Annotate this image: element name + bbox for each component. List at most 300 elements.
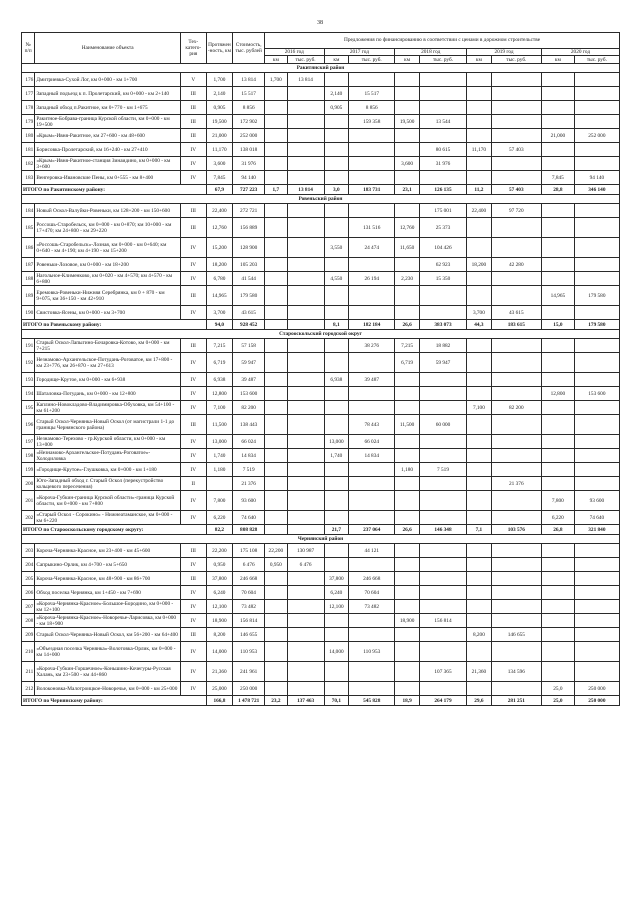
year-km (541, 353, 574, 373)
row-number: 204 (22, 558, 35, 572)
year-rub: 74 640 (574, 511, 619, 525)
year-km (265, 87, 288, 101)
object-name: Россошь-Старобельск, км 0+000 - км 0+870; км 10+000 - км 17+470; км 24+800 - км 29+220 (35, 218, 181, 238)
year-rub (574, 143, 619, 157)
object-name: Нагольное-Клименково, км 0+020 - км 4+570; км 4+570 - км 6+800 (35, 272, 181, 286)
year-rub: 13 544 (419, 115, 466, 129)
year-rub (491, 373, 541, 387)
year-km (467, 339, 492, 353)
object-name: «Короча-Чернянка-Красное»-Большое-Бородино, км 0+000 - км 12+100 (35, 600, 181, 614)
year-rub (574, 558, 619, 572)
header-rub: тыс. руб. (287, 56, 324, 64)
year-km (324, 491, 349, 511)
total-year-rub: 146 348 (419, 525, 466, 535)
year-rub (574, 73, 619, 87)
year-km (324, 204, 349, 218)
row-number: 177 (22, 87, 35, 101)
year-km (265, 129, 288, 143)
year-rub (349, 463, 395, 477)
year-rub (349, 477, 395, 491)
length-km: 1,180 (206, 463, 233, 477)
category: IV (180, 491, 206, 511)
year-km (265, 449, 288, 463)
cost-value: 21 376 (233, 477, 265, 491)
header-year: 2019 год (467, 49, 542, 56)
year-rub (349, 306, 395, 320)
year-rub (574, 628, 619, 642)
header-cost: Стоимость, тыс. рублей (233, 33, 265, 64)
year-km (541, 642, 574, 662)
year-km (324, 129, 349, 143)
object-name: «Крым»-Ивня-Ракитное, км 27+600 - км 48+600 (35, 129, 181, 143)
total-year-rub: 13 814 (287, 185, 324, 195)
year-km: 7,215 (395, 339, 420, 353)
object-name: Старый Оскол-Чернянка-Новый Оскол (от магистрали 1-1 до границы Чернянского района) (35, 415, 181, 435)
year-km: 3,550 (324, 238, 349, 258)
section-title: Ракитянский район (22, 64, 620, 73)
row-number: 196 (22, 415, 35, 435)
year-rub: 13 814 (287, 73, 324, 87)
year-rub: 60 000 (419, 415, 466, 435)
year-km (541, 600, 574, 614)
table-row (22, 491, 620, 511)
financing-table (21, 32, 620, 706)
year-rub (574, 572, 619, 586)
year-km (265, 306, 288, 320)
year-km (324, 558, 349, 572)
category: IV (180, 435, 206, 449)
row-number: 194 (22, 387, 35, 401)
year-rub (419, 171, 466, 185)
year-rub: 175 001 (419, 204, 466, 218)
year-rub (574, 87, 619, 101)
year-km (541, 87, 574, 101)
year-km (541, 204, 574, 218)
length-km: 25,000 (206, 682, 233, 696)
length-km: 6,780 (206, 272, 233, 286)
year-rub: 15 350 (419, 272, 466, 286)
year-rub: 146 655 (491, 628, 541, 642)
year-rub (287, 642, 324, 662)
year-rub (287, 115, 324, 129)
year-rub: 26 194 (349, 272, 395, 286)
total-year-km: 70,1 (324, 696, 349, 706)
header-proposals: Предложения по финансированию в соответствии с ценами в дорожном строительстве (265, 33, 620, 49)
year-rub (287, 477, 324, 491)
length-km: 1,700 (206, 73, 233, 87)
year-km (467, 101, 492, 115)
object-name: Короча-Чернянка-Красное, км 23+400 - км 45+600 (35, 544, 181, 558)
header-rub: тыс. руб. (491, 56, 541, 64)
category: III (180, 129, 206, 143)
table-row (22, 572, 620, 586)
year-rub: 7 519 (419, 463, 466, 477)
year-km (395, 572, 420, 586)
total-year-rub: 179 580 (574, 320, 619, 330)
length-km: 18,200 (206, 258, 233, 272)
category: III (180, 101, 206, 115)
year-km (467, 544, 492, 558)
year-km (324, 511, 349, 525)
header-year: 2020 год (541, 49, 619, 56)
length-km: 0,950 (206, 558, 233, 572)
year-rub (349, 171, 395, 185)
cost-value: 272 721 (233, 204, 265, 218)
year-km (395, 129, 420, 143)
table-header (22, 33, 620, 64)
year-km (467, 491, 492, 511)
row-number: 189 (22, 286, 35, 306)
table-row (22, 115, 620, 129)
length-km: 14,000 (206, 642, 233, 662)
header-no: № п/п (22, 33, 35, 64)
year-rub (287, 258, 324, 272)
year-rub: 15 517 (349, 87, 395, 101)
year-km (541, 572, 574, 586)
year-km (541, 339, 574, 353)
year-rub (349, 628, 395, 642)
length-km: 1,740 (206, 449, 233, 463)
year-rub: 8 856 (349, 101, 395, 115)
cost-value: 74 640 (233, 511, 265, 525)
year-rub (574, 373, 619, 387)
row-number: 195 (22, 401, 35, 415)
total-year-rub: 182 184 (349, 320, 395, 330)
year-km: 0,950 (265, 558, 288, 572)
year-km (541, 586, 574, 600)
year-rub (349, 662, 395, 682)
table-row (22, 286, 620, 306)
object-name: Короча-Чернянка-Красное, км 48+900 - км 86+700 (35, 572, 181, 586)
year-km (467, 171, 492, 185)
year-rub (574, 306, 619, 320)
total-row (22, 320, 620, 330)
year-rub (287, 415, 324, 435)
year-km (467, 73, 492, 87)
year-km (467, 218, 492, 238)
year-rub (574, 115, 619, 129)
year-km (265, 373, 288, 387)
year-km: 1,740 (324, 449, 349, 463)
year-rub: 57 403 (491, 143, 541, 157)
year-rub (491, 642, 541, 662)
category: III (180, 286, 206, 306)
cost-value: 15 517 (233, 87, 265, 101)
year-rub (419, 600, 466, 614)
total-label: ИТОГО по Чернянскому району: (22, 696, 207, 706)
header-km: км (265, 56, 288, 64)
year-km (467, 477, 492, 491)
cost-value: 31 976 (233, 157, 265, 171)
cost-value: 43 615 (233, 306, 265, 320)
year-rub: 38 276 (349, 339, 395, 353)
year-km (541, 115, 574, 129)
year-km (265, 115, 288, 129)
year-km (324, 401, 349, 415)
year-rub (419, 477, 466, 491)
year-km (467, 387, 492, 401)
object-name: Ровеньки-Лозовое, км 0+000 - км 18+200 (35, 258, 181, 272)
year-rub: 80 615 (419, 143, 466, 157)
year-km (265, 415, 288, 435)
header-category: Тех-катего-рия (180, 33, 206, 64)
total-year-km (265, 320, 288, 330)
year-rub (574, 238, 619, 258)
year-rub (287, 373, 324, 387)
year-km (265, 401, 288, 415)
row-number: 206 (22, 586, 35, 600)
year-rub (287, 572, 324, 586)
year-km: 6,220 (541, 511, 574, 525)
year-km: 3,600 (395, 157, 420, 171)
year-rub (491, 558, 541, 572)
header-km: км (541, 56, 574, 64)
year-rub: 6 476 (287, 558, 324, 572)
year-km: 11,650 (395, 238, 420, 258)
year-rub (349, 353, 395, 373)
row-number: 186 (22, 238, 35, 258)
total-cost: 808 828 (233, 525, 265, 535)
year-km (265, 600, 288, 614)
year-rub (419, 449, 466, 463)
cost-value: 241 961 (233, 662, 265, 682)
year-km (541, 101, 574, 115)
length-km: 3,700 (206, 306, 233, 320)
length-km: 15,200 (206, 238, 233, 258)
year-km (324, 353, 349, 373)
total-year-km: 23,1 (395, 185, 420, 195)
year-km (265, 463, 288, 477)
table-row (22, 614, 620, 628)
row-number: 212 (22, 682, 35, 696)
total-year-rub: 250 000 (574, 696, 619, 706)
cost-value: 146 655 (233, 628, 265, 642)
year-km: 21,360 (467, 662, 492, 682)
header-name: Наименование объекта (35, 33, 181, 64)
year-rub (491, 586, 541, 600)
total-year-km: 26,8 (541, 525, 574, 535)
year-km (265, 586, 288, 600)
year-km (324, 218, 349, 238)
year-rub (287, 353, 324, 373)
year-km (467, 272, 492, 286)
year-rub (349, 511, 395, 525)
year-km: 14,965 (541, 286, 574, 306)
year-rub: 153 600 (574, 387, 619, 401)
year-rub: 110 953 (349, 642, 395, 662)
year-rub: 14 834 (349, 449, 395, 463)
length-km: 21,000 (206, 129, 233, 143)
year-rub (287, 435, 324, 449)
year-km (541, 463, 574, 477)
year-km (265, 143, 288, 157)
year-rub (349, 682, 395, 696)
year-km (541, 401, 574, 415)
year-rub: 44 121 (349, 544, 395, 558)
table-row (22, 272, 620, 286)
year-km: 3,700 (467, 306, 492, 320)
length-km: 0,905 (206, 101, 233, 115)
year-km (467, 87, 492, 101)
year-km: 7,800 (541, 491, 574, 511)
category: III (180, 415, 206, 435)
year-km: 14,000 (324, 642, 349, 662)
year-rub (287, 306, 324, 320)
year-km: 1,700 (265, 73, 288, 87)
year-rub: 43 615 (491, 306, 541, 320)
cost-value: 82 200 (233, 401, 265, 415)
year-rub (491, 87, 541, 101)
category: IV (180, 238, 206, 258)
year-km (395, 204, 420, 218)
year-km (324, 662, 349, 682)
category: IV (180, 387, 206, 401)
category: IV (180, 272, 206, 286)
year-rub: 82 200 (491, 401, 541, 415)
total-length: 94,0 (206, 320, 233, 330)
year-km (324, 477, 349, 491)
year-rub (419, 73, 466, 87)
table-row (22, 682, 620, 696)
header-km: км (395, 56, 420, 64)
cost-value: 128 900 (233, 238, 265, 258)
year-rub (574, 339, 619, 353)
total-label: ИТОГО по Старооскольскому городскому округу: (22, 525, 207, 535)
total-year-km: 23,2 (265, 696, 288, 706)
row-number: 185 (22, 218, 35, 238)
year-km (395, 73, 420, 87)
table-row (22, 558, 620, 572)
category: IV (180, 258, 206, 272)
row-number: 210 (22, 642, 35, 662)
year-rub (491, 171, 541, 185)
category: III (180, 628, 206, 642)
table-row (22, 387, 620, 401)
year-km: 12,760 (395, 218, 420, 238)
year-km: 11,170 (467, 143, 492, 157)
year-km (541, 558, 574, 572)
year-km (265, 572, 288, 586)
header-rub: тыс. руб. (419, 56, 466, 64)
table-row (22, 353, 620, 373)
year-km (265, 157, 288, 171)
year-rub (419, 401, 466, 415)
row-number: 208 (22, 614, 35, 628)
length-km: 3,600 (206, 157, 233, 171)
year-rub (574, 662, 619, 682)
total-year-km: 28,8 (541, 185, 574, 195)
category: IV (180, 600, 206, 614)
year-km (541, 238, 574, 258)
year-rub (491, 682, 541, 696)
year-rub (287, 449, 324, 463)
year-km: 18,200 (467, 258, 492, 272)
year-km (467, 572, 492, 586)
year-rub: 94 140 (574, 171, 619, 185)
total-row (22, 185, 620, 195)
category: IV (180, 171, 206, 185)
cost-value: 172 902 (233, 115, 265, 129)
year-rub (491, 73, 541, 87)
year-km (265, 628, 288, 642)
year-km (467, 682, 492, 696)
year-km (467, 115, 492, 129)
object-name: Незнамово-Терехово - гр.Курской области, км 0+000 - км 13+000 (35, 435, 181, 449)
year-rub (491, 339, 541, 353)
category: IV (180, 614, 206, 628)
row-number: 181 (22, 143, 35, 157)
row-number: 205 (22, 572, 35, 586)
year-rub (287, 218, 324, 238)
year-rub (287, 238, 324, 258)
year-rub (419, 435, 466, 449)
year-km (395, 101, 420, 115)
row-number: 178 (22, 101, 35, 115)
year-rub (287, 101, 324, 115)
object-name: Еремовка-Ровеньки-Нижняя Серебрянка, км 0 + 870 - км 9+075, км 36+150 - км 42+910 (35, 286, 181, 306)
total-year-km: 26,6 (395, 525, 420, 535)
year-km (265, 511, 288, 525)
header-rub: тыс. руб. (349, 56, 395, 64)
year-km (541, 373, 574, 387)
year-rub (287, 628, 324, 642)
year-km (395, 143, 420, 157)
year-km (541, 435, 574, 449)
year-rub (287, 129, 324, 143)
year-km (467, 286, 492, 306)
cost-value: 66 024 (233, 435, 265, 449)
row-number: 209 (22, 628, 35, 642)
year-rub (491, 511, 541, 525)
page-number: 38 (317, 20, 323, 26)
cost-value: 14 834 (233, 449, 265, 463)
year-rub (491, 491, 541, 511)
length-km: 11,500 (206, 415, 233, 435)
total-year-rub: 281 251 (491, 696, 541, 706)
year-km (467, 586, 492, 600)
total-year-km: 8,1 (324, 320, 349, 330)
total-year-km: 26,6 (395, 320, 420, 330)
year-rub (287, 171, 324, 185)
cost-value: 8 856 (233, 101, 265, 115)
year-km (467, 614, 492, 628)
year-rub: 97 720 (491, 204, 541, 218)
year-km (541, 218, 574, 238)
year-km (265, 682, 288, 696)
length-km: 19,500 (206, 115, 233, 129)
category: III (180, 339, 206, 353)
year-km (395, 401, 420, 415)
total-year-rub: 321 840 (574, 525, 619, 535)
category: IV (180, 157, 206, 171)
year-rub (491, 129, 541, 143)
object-name: «Короча-Чернянка-Красное»-Новоречье-Ларисовка, км 0+000 - км 18+900 (35, 614, 181, 628)
year-km: 13,000 (324, 435, 349, 449)
year-km (395, 662, 420, 682)
year-km (324, 339, 349, 353)
table-row (22, 218, 620, 238)
year-rub (419, 572, 466, 586)
length-km: 18,900 (206, 614, 233, 628)
row-number: 179 (22, 115, 35, 129)
year-km: 19,500 (395, 115, 420, 129)
year-km (395, 171, 420, 185)
year-rub (491, 435, 541, 449)
cost-value: 13 814 (233, 73, 265, 87)
year-rub (349, 258, 395, 272)
year-km: 6,938 (324, 373, 349, 387)
total-year-rub: 237 064 (349, 525, 395, 535)
